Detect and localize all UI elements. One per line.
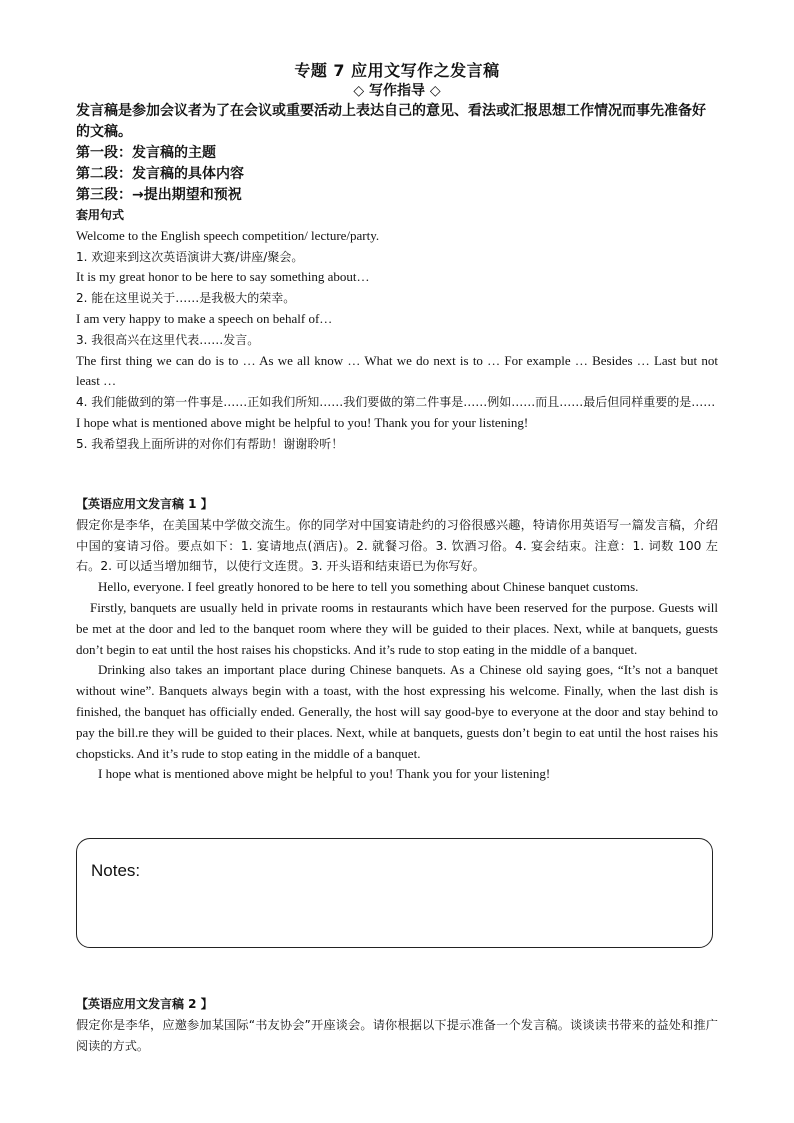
pattern-line: Welcome to the English speech competition/ lecture/party. <box>76 227 380 243</box>
paragraph-two-guide: 第二段：发言稿的具体内容 <box>76 166 244 182</box>
sample-one-body-first: Firstly, banquets are usually held in private rooms in restaurants which have been reserved for the purpose. Guests will be met at the door and led to the banquet room where they will be guided to their places. Next, while at banquets, guests don’t begin to eat until the host raises his chopsticks. And it’s rude to stop eating in the middle of a banquet. <box>76 599 718 657</box>
pattern-line: 1. 欢迎来到这次英语演讲大赛/讲座/聚会。 <box>76 249 304 264</box>
sample-two-heading: 【英语应用文发言稿 2 】 <box>76 997 213 1011</box>
pattern-line: 5. 我希望我上面所讲的对你们有帮助！谢谢聆听！ <box>76 436 344 451</box>
sample-one-heading: 【英语应用文发言稿 1 】 <box>76 497 213 511</box>
pattern-line: The first thing we can do is to … As we all know … What we do next is to … For example … Besides … Last but not least … <box>76 352 718 389</box>
pattern-line: 4. 我们能做到的第一件事是……正如我们所知……我们要做的第二件事是……例如……而且……最后但同样重要的是…… <box>76 395 716 410</box>
paragraph-one-guide: 第一段：发言稿的主题 <box>76 145 216 161</box>
page-title: 专题 7 应用文写作之发言稿 <box>294 61 500 80</box>
section-subtitle: ◇ 写作指导 ◇ <box>353 83 441 99</box>
sample-speech-one <box>76 494 718 785</box>
pattern-line: It is my great honor to be here to say something about… <box>76 269 370 285</box>
sample-one-opening: Hello, everyone. I feel greatly honored to be here to tell you something about Chinese banquet customs. <box>98 579 639 595</box>
notes-box[interactable] <box>76 838 713 948</box>
definition-text: 发言稿是参加会议者为了在会议或重要活动上表达自己的意见、看法或汇报思想工作情况而事先准备好的文稿。 <box>76 103 706 140</box>
sample-one-closing: I hope what is mentioned above might be helpful to you! Thank you for your listening! <box>98 766 551 782</box>
pattern-line: I am very happy to make a speech on behalf of… <box>76 310 333 326</box>
notes-label: Notes: <box>91 861 141 880</box>
sample-one-prompt: 假定你是李华，在美国某中学做交流生。你的同学对中国宴请赴约的习俗很感兴趣，特请你用英语写一篇发言稿，介绍中国的宴请习俗。要点如下：1. 宴请地点(酒店)。2. 就餐习俗。3. 饮酒习俗。4. 宴会结束。注意：1. 词数 100 左右。2. 可以适当增加细节，以使行文连贯。3. 开头语和结束语已为你写好。 <box>76 517 718 574</box>
sample-one-body-second: Drinking also takes an important place during Chinese banquets. As a Chinese old saying goes, “It’s not a banquet without wine”. Banquets always begin with a toast, with the host expressing his welcome. Finally, when the last dish is finished, the banquet has officially ended. Generally, the host will say good-bye to everyone at the door and stay behind to pay the bill.re they will be guided to their places. Next, while at banquets, guests don’t begin to eat until the host raises his chopsticks. And it’s rude to stop eating in the middle of a banquet. <box>76 662 718 761</box>
pattern-line: I hope what is mentioned above might be helpful to you! Thank you for your listening! <box>76 414 529 430</box>
pattern-line: 2. 能在这里说关于……是我极大的荣幸。 <box>76 291 296 306</box>
sample-speech-two <box>76 994 718 1057</box>
sample-two-prompt: 假定你是李华，应邀参加某国际“书友协会”开座谈会。请你根据以下提示准备一个发言稿。谈谈读书带来的益处和推广阅读的方式。 <box>76 1018 718 1053</box>
intro-section <box>76 101 718 206</box>
pattern-line: 3. 我很高兴在这里代表……发言。 <box>76 332 260 347</box>
paragraph-three-guide: 第三段：→提出期望和预祝 <box>76 187 242 203</box>
sentence-patterns-heading: 套用句式 <box>76 208 125 222</box>
sentence-patterns-section <box>76 205 718 455</box>
